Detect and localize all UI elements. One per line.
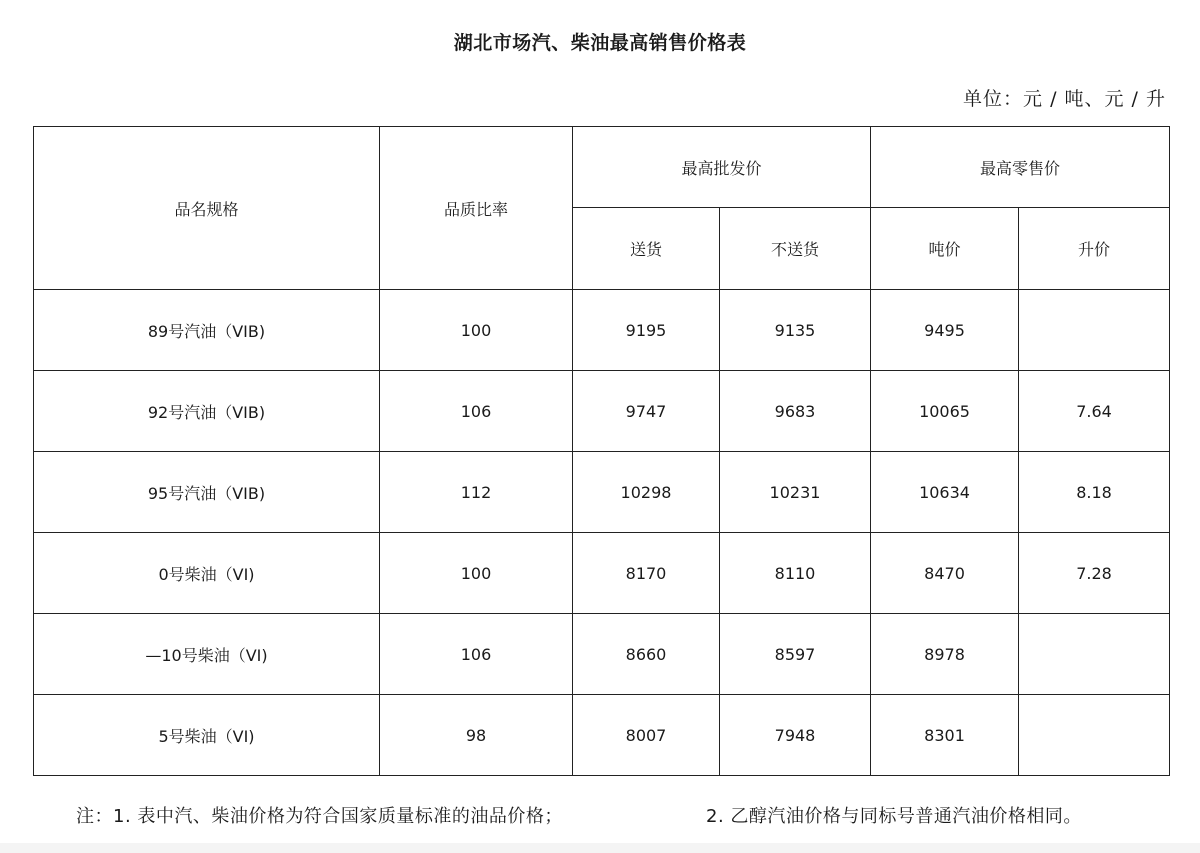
footnote-1: 注：1. 表中汽、柴油价格为符合国家质量标准的油品价格；: [76, 806, 563, 827]
cell-per-ton: 8978: [871, 614, 1019, 695]
cell-product: 92号汽油（VIB): [34, 371, 380, 452]
table-row: [34, 533, 1170, 614]
cell-ratio: 112: [380, 452, 573, 533]
cell-delivery: 9747: [573, 371, 720, 452]
cell-ratio: 106: [380, 614, 573, 695]
cell-no-delivery: 8110: [720, 533, 871, 614]
cell-delivery: 8660: [573, 614, 720, 695]
cell-delivery: 9195: [573, 290, 720, 371]
header-product: 品名规格: [34, 127, 380, 290]
cell-ratio: 100: [380, 290, 573, 371]
header-wholesale: 最高批发价: [573, 127, 871, 208]
header-per-ton: 吨价: [871, 208, 1019, 290]
cell-per-liter: [1019, 695, 1170, 776]
cell-product: —10号柴油（VI): [34, 614, 380, 695]
cell-per-liter: 7.28: [1019, 533, 1170, 614]
cell-no-delivery: 9135: [720, 290, 871, 371]
table-title: 湖北市场汽、柴油最高销售价格表: [453, 32, 747, 54]
cell-delivery: 10298: [573, 452, 720, 533]
footnote-2: 2. 乙醇汽油价格与同标号普通汽油价格相同。: [706, 806, 1082, 827]
table-row: [34, 695, 1170, 776]
cell-product: 5号柴油（VI): [34, 695, 380, 776]
cell-no-delivery: 9683: [720, 371, 871, 452]
cell-delivery: 8170: [573, 533, 720, 614]
cell-per-liter: 8.18: [1019, 452, 1170, 533]
cell-per-liter: 7.64: [1019, 371, 1170, 452]
header-retail: 最高零售价: [871, 127, 1170, 208]
cell-no-delivery: 7948: [720, 695, 871, 776]
cell-product: 0号柴油（VI): [34, 533, 380, 614]
table-row: [34, 290, 1170, 371]
unit-label: 单位：元 / 吨、元 / 升: [963, 88, 1166, 110]
header-no-delivery: 不送货: [720, 208, 871, 290]
cell-product: 89号汽油（VIB): [34, 290, 380, 371]
cell-ratio: 106: [380, 371, 573, 452]
cell-per-ton: 10065: [871, 371, 1019, 452]
cell-ratio: 98: [380, 695, 573, 776]
header-per-liter: 升价: [1019, 208, 1170, 290]
cell-no-delivery: 10231: [720, 452, 871, 533]
price-table: [33, 126, 1170, 776]
table-row: [34, 371, 1170, 452]
table-row: [34, 452, 1170, 533]
cell-per-ton: 10634: [871, 452, 1019, 533]
cell-per-ton: 9495: [871, 290, 1019, 371]
header-quality-ratio: 品质比率: [380, 127, 573, 290]
header-row: [34, 127, 1170, 208]
cell-per-ton: 8470: [871, 533, 1019, 614]
cell-delivery: 8007: [573, 695, 720, 776]
cell-per-liter: [1019, 614, 1170, 695]
cell-per-liter: [1019, 290, 1170, 371]
cell-no-delivery: 8597: [720, 614, 871, 695]
bottom-edge: [0, 843, 1200, 853]
header-delivery: 送货: [573, 208, 720, 290]
cell-per-ton: 8301: [871, 695, 1019, 776]
table-row: [34, 614, 1170, 695]
cell-product: 95号汽油（VIB): [34, 452, 380, 533]
cell-ratio: 100: [380, 533, 573, 614]
